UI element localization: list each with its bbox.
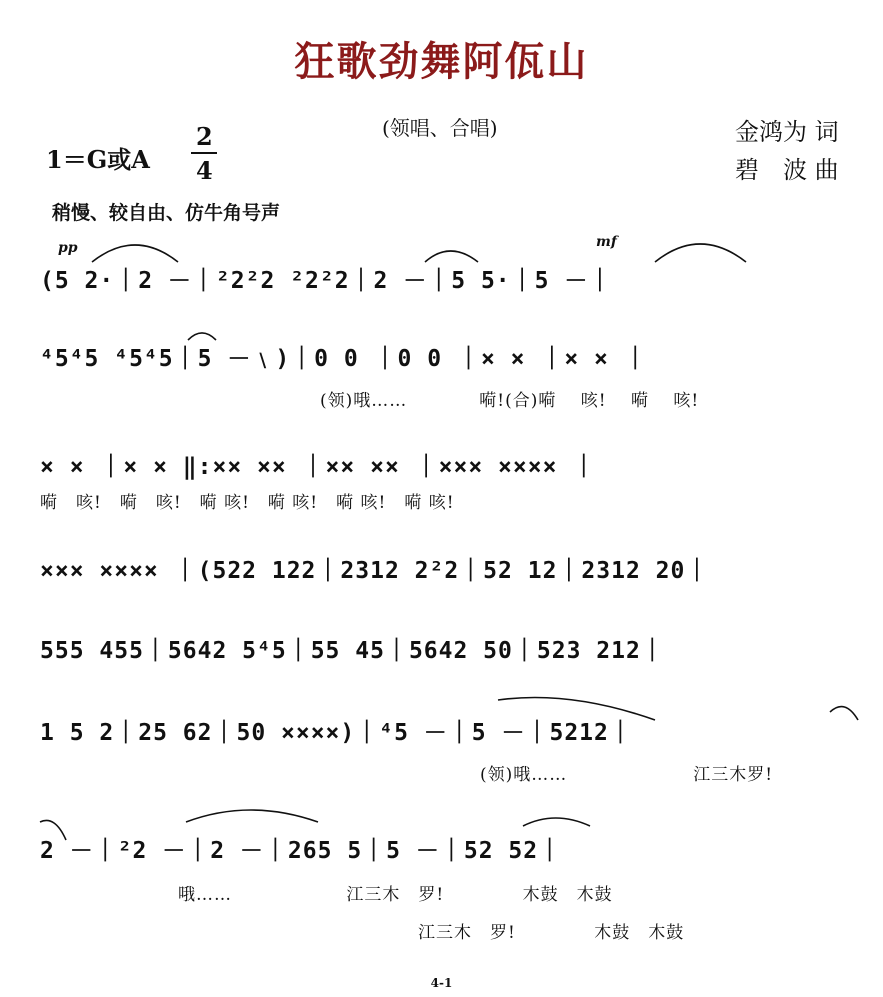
page-number: 4-1 [430, 976, 453, 990]
music-line-4 [40, 552, 870, 596]
music-line-7 [40, 832, 870, 905]
key-signature: 1＝G或A [46, 145, 150, 174]
composer-credit: 碧 波 曲 [735, 156, 839, 184]
notation-line: × × ｜× × ‖:×× ×× ｜×× ×× ｜××× ×××× ｜ [40, 454, 597, 480]
notation-line: 555 455｜5642 5⁴5｜55 45｜5642 50｜523 212｜ [40, 638, 665, 664]
tempo-marking: 稍慢、较自由、仿牛角号声 [52, 202, 281, 224]
slur-2 [425, 251, 478, 262]
notation-line: 2 －｜²2 －｜2 －｜265 5｜5 －｜52 52｜ [40, 838, 563, 864]
music-line-5 [40, 632, 870, 676]
slur-3 [655, 244, 746, 262]
lyrics-line: 嗬 咳! 嗬 咳! 嗬 咳! 嗬 咳! 嗬 咳! 嗬 咳! [40, 493, 455, 513]
notation-line: 1 5 2｜25 62｜50 ××××)｜⁴5 －｜5 －｜5212｜ [40, 720, 633, 746]
lyrics-line: 江三木 罗! 木鼓 木鼓 [418, 923, 685, 943]
slur-1 [92, 245, 178, 262]
notation-line: ⁴5⁴5 ⁴5⁴5｜5 －﹨)｜0 0 ｜0 0 ｜× × ｜× × ｜ [40, 346, 648, 372]
lyricist-credit: 金鸿为 词 [735, 118, 839, 146]
time-signature-bottom: 4 [196, 156, 213, 185]
time-signature-top: 2 [196, 122, 213, 151]
slur-8 [186, 810, 318, 822]
dynamic-pp: pp [58, 240, 78, 256]
song-title: 狂歌劲舞阿佤山 [294, 38, 589, 85]
music-line-2 [40, 340, 870, 411]
music-line-8 [40, 872, 870, 943]
lyrics-line: 哦…… 江三木 罗! 木鼓 木鼓 [178, 885, 613, 905]
dynamic-mf: mf [596, 234, 617, 250]
slur-4 [188, 333, 216, 340]
performance-note: (领唱、合唱) [382, 116, 498, 140]
slur-9 [523, 818, 590, 826]
music-line-3 [40, 448, 870, 513]
music-line-6 [40, 714, 870, 785]
notation-line: (5 2·｜2 －｜²2²2 ²2²2｜2 －｜5 5·｜5 －｜ [40, 268, 613, 294]
lyrics-line: (领)哦…… 江三木罗! [480, 765, 774, 785]
music-line-1 [40, 262, 870, 306]
notation-line: ××× ×××× ｜(522 122｜2312 2²2｜52 12｜2312 20｜ [40, 558, 710, 584]
lyrics-line: (领)哦…… 嗬!(合)嗬 咳! 嗬 咳! [320, 391, 700, 411]
